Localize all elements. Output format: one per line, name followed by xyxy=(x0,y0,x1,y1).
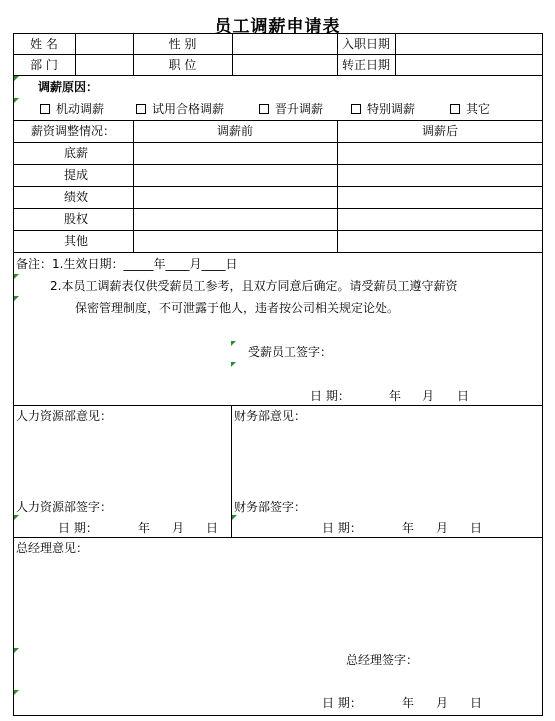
checkbox[interactable] xyxy=(259,104,269,114)
gm-opinion-field[interactable] xyxy=(14,558,542,648)
hr-date-label: 日 期： xyxy=(58,521,98,535)
reason-option-4[interactable] xyxy=(351,101,415,117)
name-field[interactable] xyxy=(76,34,132,53)
gender-label: 性 别 xyxy=(168,37,197,51)
comment-marker xyxy=(14,690,19,695)
finance-opinion-label: 财务部意见： xyxy=(234,409,307,423)
option-label: 机动调薪 xyxy=(56,102,105,116)
gm-date-month: 月 xyxy=(436,696,449,710)
gm-date-label: 日 期： xyxy=(322,696,362,710)
salary-after-cell[interactable] xyxy=(338,143,542,251)
employee-date-month: 月 xyxy=(422,389,435,403)
name-label: 姓 名 xyxy=(30,37,58,51)
hire-date-field[interactable] xyxy=(396,34,542,53)
hr-opinion-label: 人力资源部意见： xyxy=(16,409,113,423)
note-line-2: 2.本员工调薪表仅供受薪员工参考，且双方同意后确定。请受薪员工遵守薪资 xyxy=(50,279,458,293)
option-label: 特别调薪 xyxy=(367,102,416,116)
reason-option-1[interactable] xyxy=(40,101,104,117)
divider xyxy=(13,537,543,538)
regular-date-field[interactable] xyxy=(396,55,542,74)
checkbox[interactable] xyxy=(450,104,460,114)
comment-marker xyxy=(14,648,19,653)
checkbox[interactable] xyxy=(40,104,50,114)
salary-after-header: 调薪后 xyxy=(421,124,458,138)
gender-field[interactable] xyxy=(233,34,336,53)
salary-before-cell[interactable] xyxy=(134,143,336,251)
hr-date-day: 日 xyxy=(206,521,219,535)
divider xyxy=(13,75,543,76)
comment-marker xyxy=(14,515,19,520)
divider xyxy=(13,252,543,253)
finance-date-year: 年 xyxy=(402,521,415,535)
gm-date-year: 年 xyxy=(402,696,415,710)
employee-date-label: 日 期： xyxy=(310,389,350,403)
dept-label: 部 门 xyxy=(30,58,58,72)
position-label: 职 位 xyxy=(168,58,197,72)
comment-marker xyxy=(14,274,19,279)
finance-date-label: 日 期： xyxy=(322,521,362,535)
hr-date-year: 年 xyxy=(138,521,151,535)
finance-date-month: 月 xyxy=(436,521,449,535)
comment-marker xyxy=(14,296,19,301)
divider xyxy=(13,120,543,121)
salary-row-label: 提成 xyxy=(64,168,89,182)
finance-sign-label: 财务部签字： xyxy=(234,500,307,514)
regular-date-label: 转正日期 xyxy=(341,58,390,72)
reason-label: 调薪原因： xyxy=(38,80,99,94)
gm-opinion-label: 总经理意见： xyxy=(16,541,89,555)
checkbox[interactable] xyxy=(351,104,361,114)
option-label: 试用合格调薪 xyxy=(152,102,225,116)
employee-date-year: 年 xyxy=(389,389,402,403)
option-label: 晋升调薪 xyxy=(275,102,324,116)
comment-marker xyxy=(14,98,19,103)
salary-item-header: 薪资调整情况： xyxy=(30,124,115,138)
option-label: 其它 xyxy=(466,102,491,116)
salary-row-label: 股权 xyxy=(64,212,89,226)
reason-option-2[interactable] xyxy=(136,101,224,117)
checkbox[interactable] xyxy=(136,104,146,114)
divider xyxy=(13,405,543,406)
hr-sign-label: 人力资源部签字： xyxy=(16,500,113,514)
reason-option-5[interactable] xyxy=(450,101,490,117)
gm-date-day: 日 xyxy=(470,696,483,710)
salary-row-label: 底薪 xyxy=(64,146,89,160)
effective-date-note: 备注：1.生效日期：_____年____月____日 xyxy=(16,257,238,271)
note-line-3: 保密管理制度，不可泄露于他人，违者按公司相关规定论处。 xyxy=(75,301,400,315)
reason-option-3[interactable] xyxy=(259,101,323,117)
comment-marker xyxy=(231,341,236,346)
hr-date-month: 月 xyxy=(172,521,185,535)
salary-row-label: 绩效 xyxy=(64,190,89,204)
comment-marker xyxy=(232,515,237,520)
position-field[interactable] xyxy=(233,55,336,74)
comment-marker xyxy=(14,76,19,81)
finance-date-day: 日 xyxy=(470,521,483,535)
form-title: 员工调薪申请表 xyxy=(214,17,341,37)
comment-marker xyxy=(231,362,236,367)
salary-row-label: 其他 xyxy=(64,234,89,248)
salary-before-header: 调薪前 xyxy=(216,124,253,138)
dept-field[interactable] xyxy=(76,55,132,74)
hr-opinion-field[interactable] xyxy=(14,426,230,496)
employee-date-day: 日 xyxy=(457,389,470,403)
finance-opinion-field[interactable] xyxy=(232,426,542,496)
hire-date-label: 入职日期 xyxy=(341,37,390,51)
gm-sign-label: 总经理签字： xyxy=(346,653,419,667)
employee-sign-label: 受薪员工签字： xyxy=(248,345,333,359)
